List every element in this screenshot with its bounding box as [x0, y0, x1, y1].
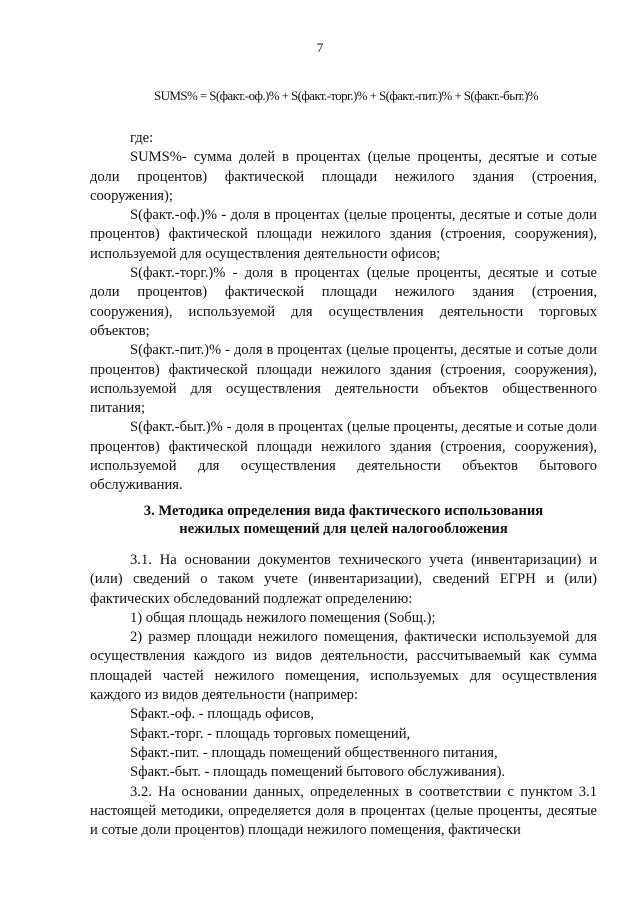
section-heading-line: нежилых помещений для целей налогообложения [179, 521, 508, 537]
section-paragraph: Sфакт.-торг. - площадь торговых помещений, [130, 725, 411, 742]
section-paragraph: 1) общая площадь нежилого помещения (Sобщ.); [130, 609, 436, 626]
definition-paragraph: SUMS%- сумма долей в процентах (целые проценты, десятые и сотые доли процентов) фактической площади нежилого здания (строения, сооружения); [90, 149, 597, 204]
section-paragraph: Sфакт.-быт. - площадь помещений бытового обслуживания). [130, 764, 506, 781]
section-paragraph: Sфакт.-оф. - площадь офисов, [130, 706, 315, 723]
definition-paragraph: S(факт.-быт.)% - доля в процентах (целые проценты, десятые и сотые доли процентов) фактической площади нежилого здания (строения, сооружения), используемой для осуществления деятельности объектов бытового обслуживания. [90, 419, 597, 494]
section-paragraph: 3.1. На основании документов технического учета (инвентаризации) и (или) сведений о таком учете (инвентаризации), сведений ЕГРН и (или) фактических обследований подлежат определению: [90, 552, 597, 607]
definitions-block [90, 129, 597, 496]
page-number: 7 [316, 40, 324, 55]
section-paragraph: Sфакт.-пит. - площадь помещений общественного питания, [130, 744, 498, 761]
section-paragraph: 3.2. На основании данных, определенных в соответствии с пунктом 3.1 настоящей методики, определяется доля в процентах (целые проценты, десятые и сотые доли процентов) площади нежилого помещения, фактически [90, 783, 597, 839]
section-heading-line: 3. Методика определения вида фактического использования [143, 503, 544, 519]
section-heading [90, 502, 597, 538]
formula: SUMS% = S(факт.-оф.)% + S(факт.-торг.)% + S(факт.-пит.)% + S(факт.-быт.)% [153, 88, 539, 103]
definition-paragraph: S(факт.-оф.)% - доля в процентах (целые проценты, десятые и сотые доли процентов) фактической площади нежилого здания (строения, сооружения), используемой для осуществления деятельности офисов; [90, 207, 597, 262]
definition-paragraph: S(факт.-торг.)% - доля в процентах (целые проценты, десятые и сотые доли процентов) фактической площади нежилого здания (строения, сооружения), используемой для осуществления деятельности торговых объектов; [90, 265, 597, 339]
section-paragraph: 2) размер площади нежилого помещения, фактически используемой для осуществления каждого из видов деятельности, рассчитываемый как сумма площадей частей нежилого помещения, используемых для осуществления каждого из видов деятельности (например: [90, 629, 597, 704]
definition-paragraph: S(факт.-пит.)% - доля в процентах (целые проценты, десятые и сотые доли процентов) фактической площади нежилого здания (строения, сооружения), используемой для осуществления деятельности объектов общественного питания; [90, 342, 597, 417]
definition-intro: где: [130, 130, 154, 146]
section-body [90, 551, 597, 840]
